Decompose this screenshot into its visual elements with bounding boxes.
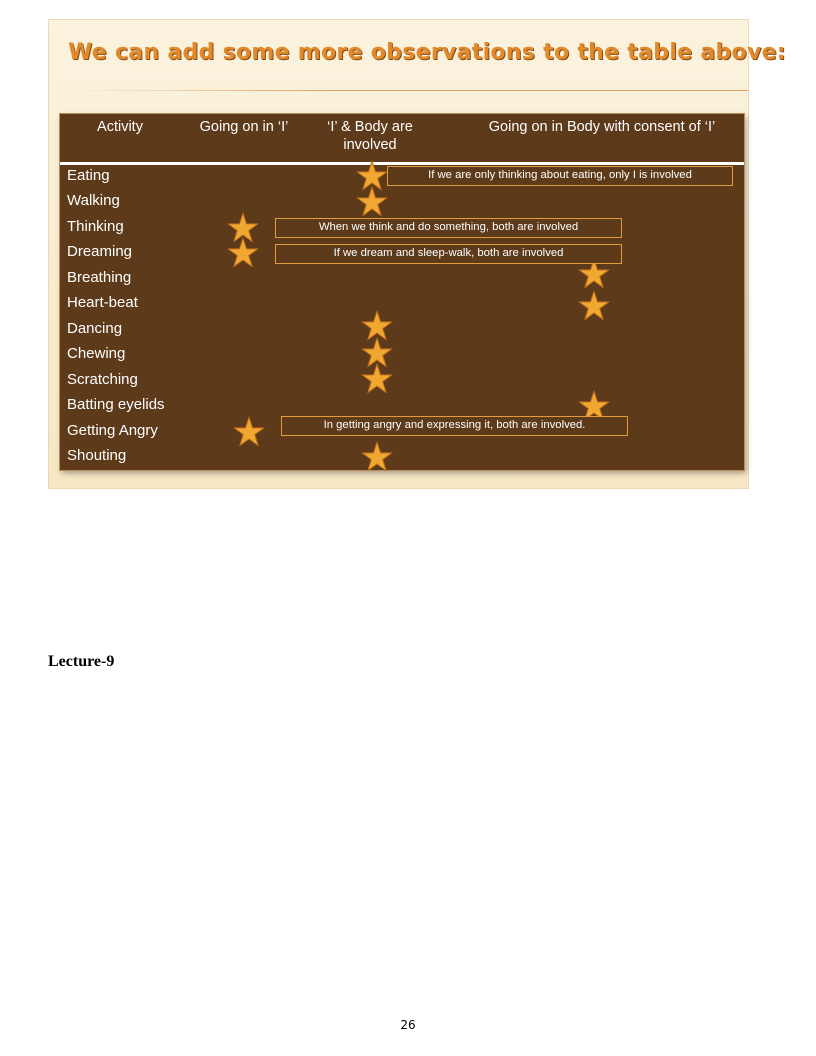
section-heading: Lecture-9	[48, 653, 115, 670]
row-label-scratching: Scratching	[67, 371, 138, 388]
star-icon	[361, 363, 393, 395]
star-icon	[578, 290, 610, 322]
row-label-chewing: Chewing	[67, 345, 126, 362]
row-label-dancing: Dancing	[67, 320, 123, 337]
row-label-batting-eyelids: Batting eyelids	[67, 396, 165, 413]
row-label-breathing: Breathing	[67, 269, 132, 286]
row-label-getting-angry: Getting Angry	[67, 422, 158, 439]
note-dreaming: If we dream and sleep-walk, both are involved	[275, 244, 622, 264]
slide-title: We can add some more observations to the table above:	[68, 40, 786, 65]
row-label-eating: Eating	[67, 167, 110, 184]
page-number: 26	[400, 1018, 416, 1032]
note-eating: If we are only thinking about eating, only I is involved	[387, 166, 733, 186]
header-going-on-in-body: Going on in Body with consent of ‘I’	[488, 119, 716, 135]
note-getting-angry: In getting angry and expressing it, both are involved.	[281, 416, 628, 436]
star-icon	[233, 416, 265, 448]
star-icon	[361, 441, 393, 473]
header-activity: Activity	[97, 119, 143, 135]
row-label-thinking: Thinking	[67, 218, 124, 235]
row-label-heart-beat: Heart-beat	[67, 294, 138, 311]
row-label-walking: Walking	[67, 192, 120, 209]
row-label-dreaming: Dreaming	[67, 243, 133, 260]
header-divider	[60, 162, 744, 165]
star-icon	[356, 186, 388, 218]
activity-table	[60, 114, 744, 470]
row-label-shouting: Shouting	[67, 447, 127, 464]
star-icon	[227, 237, 259, 269]
slide	[48, 19, 786, 489]
header-i-and-body: ‘I’ & Body are involved	[327, 119, 413, 153]
note-thinking: When we think and do something, both are involved	[275, 218, 622, 238]
header-going-on-in-i: Going on in ‘I’	[199, 119, 289, 135]
title-divider	[68, 90, 748, 91]
